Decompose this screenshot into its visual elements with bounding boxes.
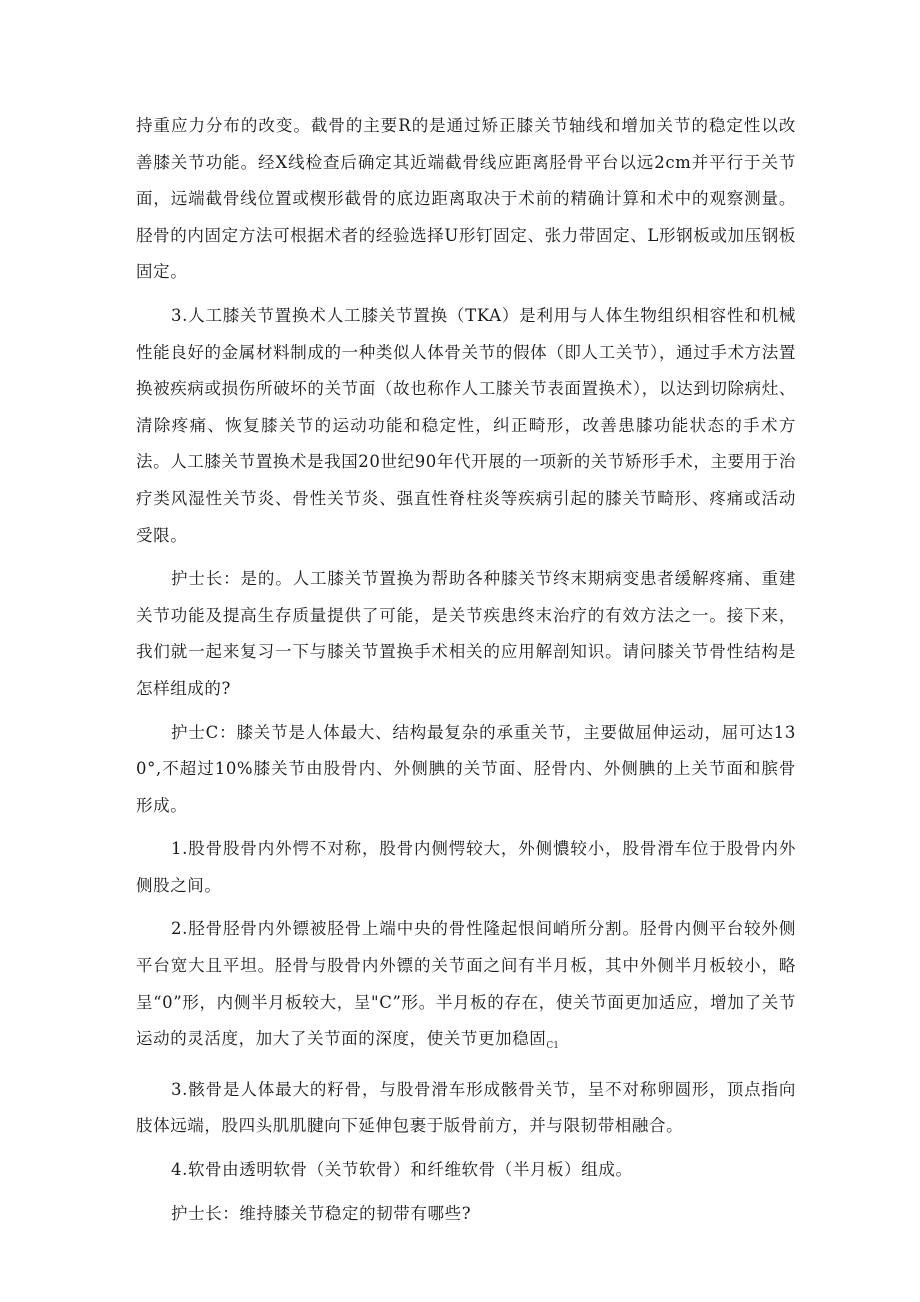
paragraph-head-nurse-intro: 护士长：是的。人工膝关节置换为帮助各种膝关节终末期病变患者缓解疼痛、重建关节功能及提高生存质量提供了可能，是关节疾患终末治疗的有效方法之一。接下来，我们就一起来复习一下与膝关节置换手术相关的应用解剖知识。请问膝关节骨性结构是怎样组成的?: [136, 569, 796, 698]
paragraph-ligament-question: 护士长：维持膝关节稳定的韧带有哪些?: [171, 1203, 472, 1223]
footnote-marker: C1: [546, 1041, 560, 1052]
document-page: [136, 108, 796, 1239]
paragraph-tibia-text: 2.胫骨胫骨内外镖被胫骨上端中央的骨性隆起恨间峭所分割。胫骨内侧平台较外侧平台宽大且平坦。胫骨与股骨内外镖的关节面之间有半月板，其中外侧半月板较小，略呈“0”形，内侧半月板较大，呈"C”形。半月板的存在，使关节面更加适应，增加了关节运动的灵活度，加大了关节面的深度，使关节更加稳固: [136, 919, 796, 1049]
paragraph-nurse-c-answer: 护士C：膝关节是人体最大、结构最复杂的承重关节，主要做屈伸运动，屈可达130°,不超过10%膝关节由股骨内、外侧腆的关节面、胫骨内、外侧腆的上关节面和膑骨形成。: [136, 722, 796, 815]
paragraph-cartilage: 4.软骨由透明软骨（关节软骨）和纤维软骨（半月板）组成。: [171, 1160, 633, 1180]
paragraph-tibia: [136, 911, 796, 1064]
paragraph-tka-description: 3.人工膝关节置换术人工膝关节置换（TKA）是利用与人体生物组织相容性和机械性能良好的金属材料制成的一种类似人体骨关节的假体（即人工关节），通过手术方法置换被疾病或损伤所破坏的关节面（故也称作人工膝关节表面置换术），以达到切除病灶、清除疼痛、恢复膝关节的运动功能和稳定性，纠正畸形，改善患膝功能状态的手术方法。人工膝关节置换术是我国20世纪90年代开展的一项新的关节矫形手术，主要用于治疗类风湿性关节炎、骨性关节炎、强直性脊柱炎等疾病引起的膝关节畸形、疼痛或活动受限。: [136, 305, 796, 545]
paragraph-patella: 3.骸骨是人体最大的籽骨，与股骨滑车形成骸骨关节，呈不对称卵圆形，顶点指向肢体远端，股四头肌肌腱向下延伸包裹于版骨前方，并与限韧带相融合。: [136, 1079, 796, 1136]
paragraph-osteotomy-continued: 持重应力分布的改变。截骨的主要R的是通过矫正膝关节轴线和增加关节的稳定性以改善膝关节功能。经X线检查后确定其近端截骨线应距离胫骨平台以远2cm并平行于关节面，远端截骨线位置或楔形截骨的底边距离取决于术前的精确计算和术中的观察测量。胫骨的内固定方法可根据术者的经验选择U形钉固定、张力带固定、L形钢板或加压钢板固定。: [136, 116, 796, 282]
paragraph-femur: 1.股骨股骨内外愕不对称，股骨内侧愕较大，外侧憹较小，股骨滑车位于股骨内外侧股之间。: [136, 839, 796, 895]
